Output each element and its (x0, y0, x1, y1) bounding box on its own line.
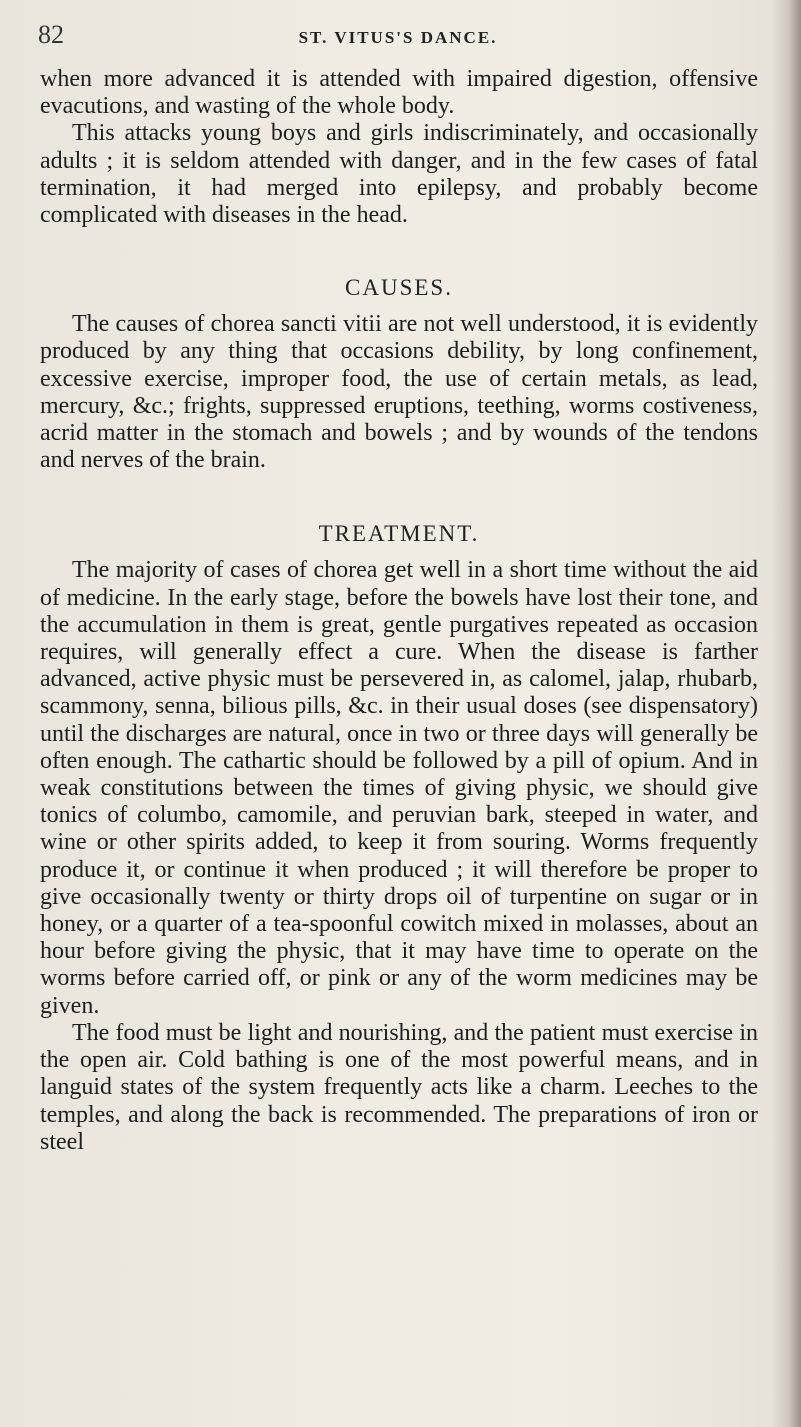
page-edge-shadow (771, 0, 801, 1427)
section-spacer (40, 229, 758, 273)
treatment-paragraph-1: The majority of cases of chorea get well in a short time without the aid of medicine. In the early stage, before the bowels have lost their tone, and the accumulation in them is great, gentle purgatives repeated as occasion requires, will generally effect a cure. When the disease is farther advanced, active physic must be persevered in, as calomel, jalap, rhubarb, scammony, senna, bilious pills, &c. in their usual doses (see dispensatory) until the discharges are natural, once in two or three days will generally be often enough. The cathartic should be followed by a pill of opium. And in weak constitutions between the times of giving physic, we should give tonics of columbo, camomile, and peruvian bark, steeped in water, and wine or other spirits added, to keep it from souring. Worms frequently produce it, or continue it when produced ; it will therefore be proper to give occasionally twenty or thirty drops oil of turpentine on sugar or in honey, or a quarter of a tea-spoonful cowitch mixed in molasses, about an hour before giving the physic, that it may have time to operate on the worms before carried off, or pink or any of the worm medicines may be given. (40, 557, 758, 1019)
treatment-heading: TREATMENT. (318, 521, 480, 547)
causes-paragraph: The causes of chorea sancti vitii are not well understood, it is evidently produced by any thing that occasions debility, by long confinement, excessive exercise, improper food, the use of certain metals, as lead, mercury, &c.; frights, suppressed eruptions, teething, worms costiveness, acrid matter in the stomach and bowels ; and by wounds of the tendons and nerves of the brain. (40, 311, 758, 474)
running-head: ST. VITUS'S DANCE. (298, 28, 498, 47)
heading-spacer (40, 549, 758, 557)
page-body (40, 66, 758, 1156)
causes-heading: CAUSES. (345, 275, 453, 301)
intro-continuation-paragraph: when more advanced it is attended with impaired digestion, offensive evacutions, and wasting of the whole body. (40, 66, 758, 120)
treatment-paragraph-2: The food must be light and nourishing, and the patient must exercise in the open air. Cold bathing is one of the most powerful means, and in languid states of the system frequently acts like a charm. Leeches to the temples, and along the back is recommended. The preparations of iron or steel (40, 1019, 758, 1155)
heading-spacer (40, 303, 758, 311)
intro-attacks-paragraph: This attacks young boys and girls indiscriminately, and occasionally adults ; it is seldom attended with danger, and in the few cases of fatal termination, it had merged into epilepsy, and probably become complicated with diseases in the head. (40, 120, 758, 229)
page-header (38, 20, 758, 60)
section-spacer (40, 474, 758, 519)
page-number: 82 (38, 20, 64, 49)
